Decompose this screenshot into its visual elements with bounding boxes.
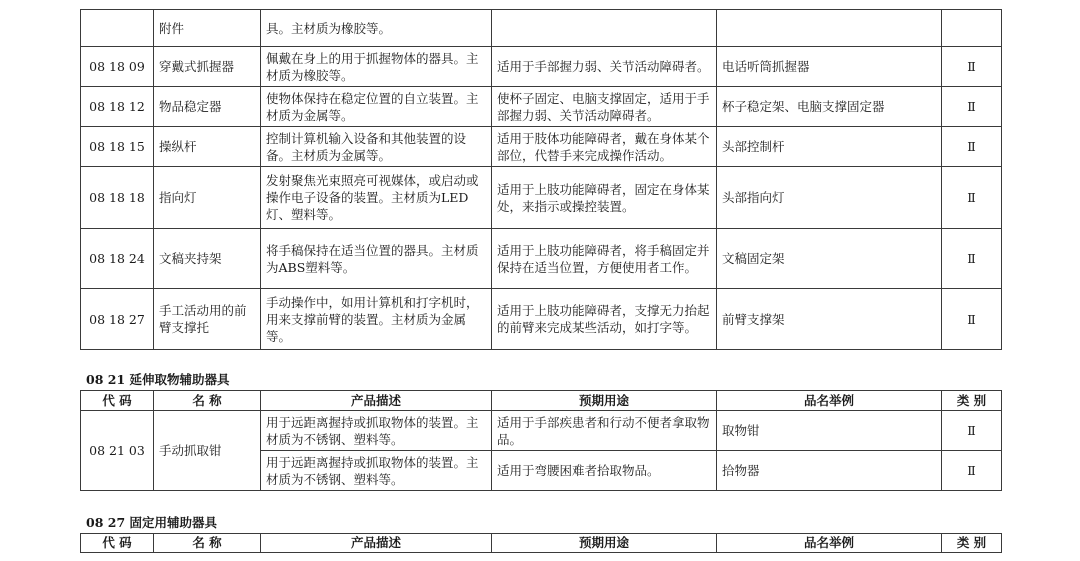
desc-cell: 用于远距离握持或抓取物体的装置。主材质为不锈钢、塑料等。 [261, 451, 492, 491]
example-cell: 电话听筒抓握器 [717, 47, 942, 87]
section-heading-0821: 08 21 延伸取物辅助器具 [86, 372, 230, 387]
use-cell: 适用于上肢功能障碍者，支撑无力抬起的前臂来完成某些活动，如打字等。 [492, 289, 717, 350]
example-cell: 前臂支撑架 [717, 289, 942, 350]
desc-cell: 用于远距离握持或抓取物体的装置。主材质为不锈钢、塑料等。 [261, 411, 492, 451]
table-assistive-grip [80, 9, 1002, 350]
desc-cell: 具。主材质为橡胶等。 [261, 10, 492, 47]
table-row [81, 10, 1002, 47]
table-row [81, 411, 1002, 451]
class-cell: Ⅱ [942, 127, 1002, 167]
use-cell: 适用于上肢功能障碍者，将手稿固定并保持在适当位置，方便使用者工作。 [492, 229, 717, 289]
desc-cell: 将手稿保持在适当位置的器具。主材质为ABS塑料等。 [261, 229, 492, 289]
class-cell: Ⅱ [942, 229, 1002, 289]
desc-cell: 发射聚焦光束照亮可视媒体，或启动或操作电子设备的装置。主材质为LED灯、塑料等。 [261, 167, 492, 229]
name-cell: 操纵杆 [154, 127, 261, 167]
code-cell: 08 18 12 [81, 87, 154, 127]
class-cell: Ⅱ [942, 87, 1002, 127]
example-cell [717, 10, 942, 47]
class-cell: Ⅱ [942, 451, 1002, 491]
class-cell: Ⅱ [942, 411, 1002, 451]
section-heading-0827: 08 27 固定用辅助器具 [86, 515, 217, 530]
example-cell: 头部控制杆 [717, 127, 942, 167]
header-class: 类 别 [942, 534, 1002, 553]
table-reach-aids [80, 390, 1002, 491]
class-cell: Ⅱ [942, 47, 1002, 87]
name-cell: 穿戴式抓握器 [154, 47, 261, 87]
code-cell: 08 18 27 [81, 289, 154, 350]
header-code: 代 码 [81, 534, 154, 553]
name-cell: 指向灯 [154, 167, 261, 229]
use-cell: 使杯子固定、电脑支撑固定，适用于手部握力弱、关节活动障碍者。 [492, 87, 717, 127]
table-row [81, 127, 1002, 167]
header-use: 预期用途 [492, 391, 717, 411]
header-name: 名 称 [154, 391, 261, 411]
class-cell: Ⅱ [942, 289, 1002, 350]
code-cell: 08 18 09 [81, 47, 154, 87]
use-cell: 适用于手部疾患者和行动不便者拿取物品。 [492, 411, 717, 451]
header-name: 名 称 [154, 534, 261, 553]
header-example: 品名举例 [717, 534, 942, 553]
use-cell: 适用于上肢功能障碍者，固定在身体某处，来指示或操控装置。 [492, 167, 717, 229]
table-row [81, 289, 1002, 350]
name-cell: 文稿夹持架 [154, 229, 261, 289]
name-cell: 物品稳定器 [154, 87, 261, 127]
table-row [81, 87, 1002, 127]
class-cell: Ⅱ [942, 167, 1002, 229]
example-cell: 取物钳 [717, 411, 942, 451]
code-cell: 08 18 15 [81, 127, 154, 167]
class-cell [942, 10, 1002, 47]
desc-cell: 使物体保持在稳定位置的自立装置。主材质为金属等。 [261, 87, 492, 127]
use-cell: 适用于手部握力弱、关节活动障碍者。 [492, 47, 717, 87]
code-cell: 08 18 24 [81, 229, 154, 289]
desc-cell: 佩戴在身上的用于抓握物体的器具。主材质为橡胶等。 [261, 47, 492, 87]
header-example: 品名举例 [717, 391, 942, 411]
code-cell: 08 21 03 [81, 411, 154, 491]
table-row [81, 229, 1002, 289]
table-row [81, 47, 1002, 87]
name-cell: 手工活动用的前臂支撑托 [154, 289, 261, 350]
use-cell: 适用于肢体功能障碍者，戴在身体某个部位，代替手来完成操作活动。 [492, 127, 717, 167]
example-cell: 杯子稳定架、电脑支撑固定器 [717, 87, 942, 127]
name-cell: 附件 [154, 10, 261, 47]
desc-cell: 控制计算机输入设备和其他装置的设备。主材质为金属等。 [261, 127, 492, 167]
use-cell [492, 10, 717, 47]
header-desc: 产品描述 [261, 534, 492, 553]
code-cell: 08 18 18 [81, 167, 154, 229]
table-header-row [81, 391, 1002, 411]
desc-cell: 手动操作中，如用计算机和打字机时，用来支撑前臂的装置。主材质为金属等。 [261, 289, 492, 350]
example-cell: 头部指向灯 [717, 167, 942, 229]
header-desc: 产品描述 [261, 391, 492, 411]
example-cell: 文稿固定架 [717, 229, 942, 289]
use-cell: 适用于弯腰困难者拾取物品。 [492, 451, 717, 491]
code-cell [81, 10, 154, 47]
header-class: 类 别 [942, 391, 1002, 411]
table-fixing-aids [80, 533, 1002, 553]
header-use: 预期用途 [492, 534, 717, 553]
table-row [81, 167, 1002, 229]
name-cell: 手动抓取钳 [154, 411, 261, 491]
example-cell: 拾物器 [717, 451, 942, 491]
table-header-row [81, 534, 1002, 553]
header-code: 代 码 [81, 391, 154, 411]
